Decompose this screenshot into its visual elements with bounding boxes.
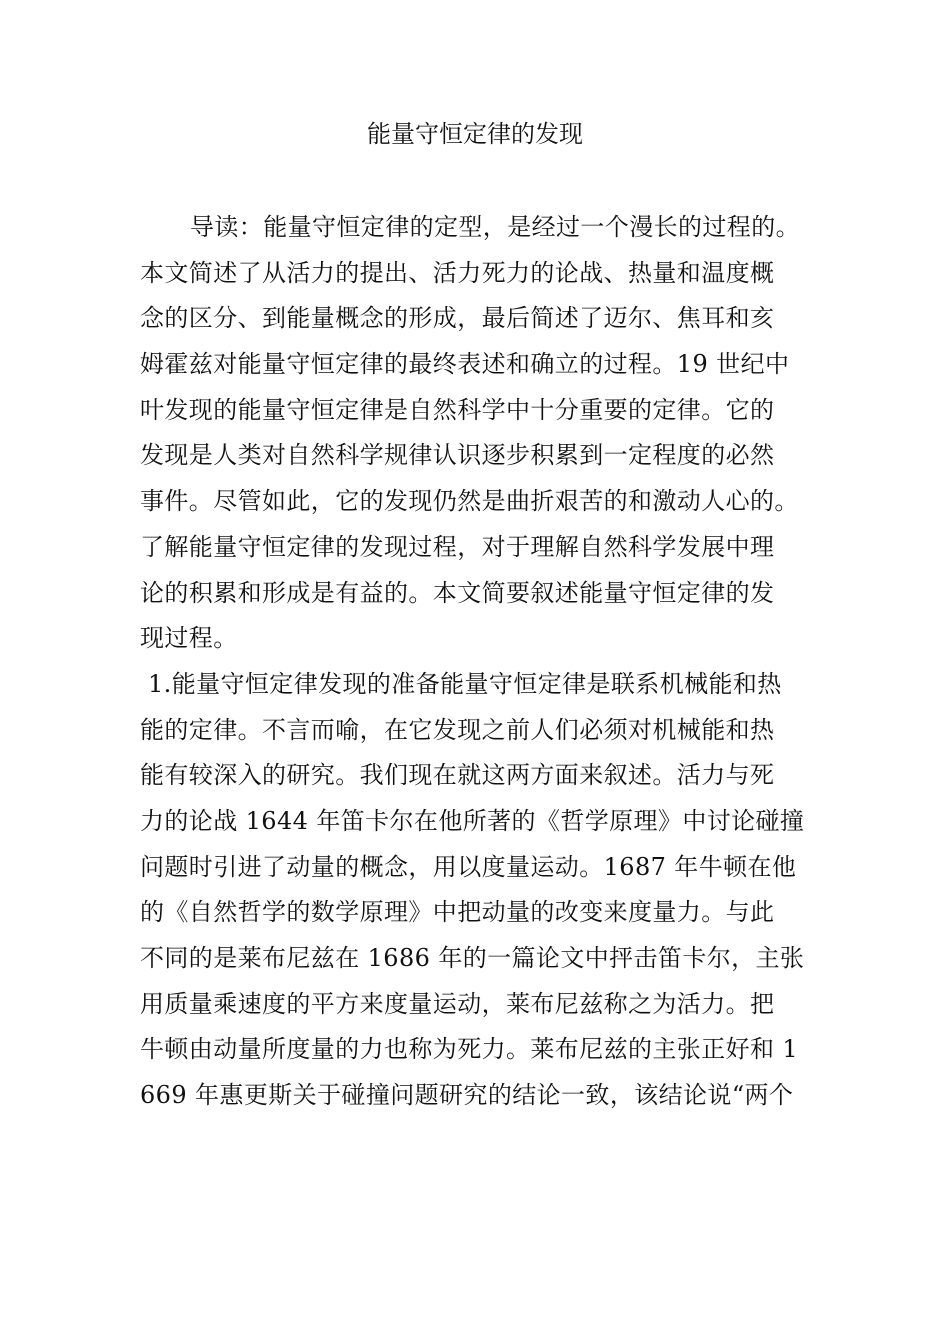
text-line: 事件。尽管如此，它的发现仍然是曲折艰苦的和激动人心的。 [140, 487, 799, 516]
text-line: 现过程。 [140, 624, 238, 653]
text-line: 本文简述了从活力的提出、活力死力的论战、热量和温度概 [140, 258, 775, 287]
text-line: 叶发现的能量守恒定律是自然科学中十分重要的定律。它的 [140, 395, 775, 424]
section-heading-line: 1.能量守恒定律发现的准备能量守恒定律是联系机械能和热 [148, 669, 782, 698]
text-line: 论的积累和形成是有益的。本文简要叙述能量守恒定律的发 [140, 578, 775, 607]
text-line: 不同的是莱布尼兹在 1686 年的一篇论文中抨击笛卡尔，主张 [140, 944, 805, 972]
text-line: 了解能量守恒定律的发现过程，对于理解自然科学发展中理 [140, 532, 775, 561]
text-line: 问题时引进了动量的概念，用以度量运动。1687 年牛顿在他 [140, 852, 797, 881]
text-line: 用质量乘速度的平方来度量运动，莱布尼兹称之为活力。把 [140, 989, 775, 1018]
text-line: 669 年惠更斯关于碰撞问题研究的结论一致，该结论说“两个 [140, 1081, 794, 1110]
document-body [140, 205, 830, 1119]
text-line: 能的定律。不言而喻，在它发现之前人们必须对机械能和热 [140, 715, 775, 744]
text-line: 姆霍兹对能量守恒定律的最终表述和确立的过程。19 世纪中 [140, 350, 790, 379]
text-line: 导读：能量守恒定律的定型，是经过一个漫长的过程的。 [190, 213, 800, 241]
text-line: 的《自然哲学的数学原理》中把动量的改变来度量力。与此 [140, 898, 775, 927]
text-line: 力的论战 1644 年笛卡尔在他所著的《哲学原理》中讨论碰撞 [140, 806, 805, 835]
text-line: 念的区分、到能量概念的形成，最后简述了迈尔、焦耳和亥 [140, 304, 775, 333]
text-line: 发现是人类对自然科学规律认识逐步积累到一定程度的必然 [140, 441, 775, 470]
text-line: 牛顿由动量所度量的力也称为死力。莱布尼兹的主张正好和 1 [140, 1035, 799, 1064]
document-title: 能量守恒定律的发现 [367, 120, 583, 148]
text-line: 能有较深入的研究。我们现在就这两方面来叙述。活力与死 [140, 761, 775, 790]
